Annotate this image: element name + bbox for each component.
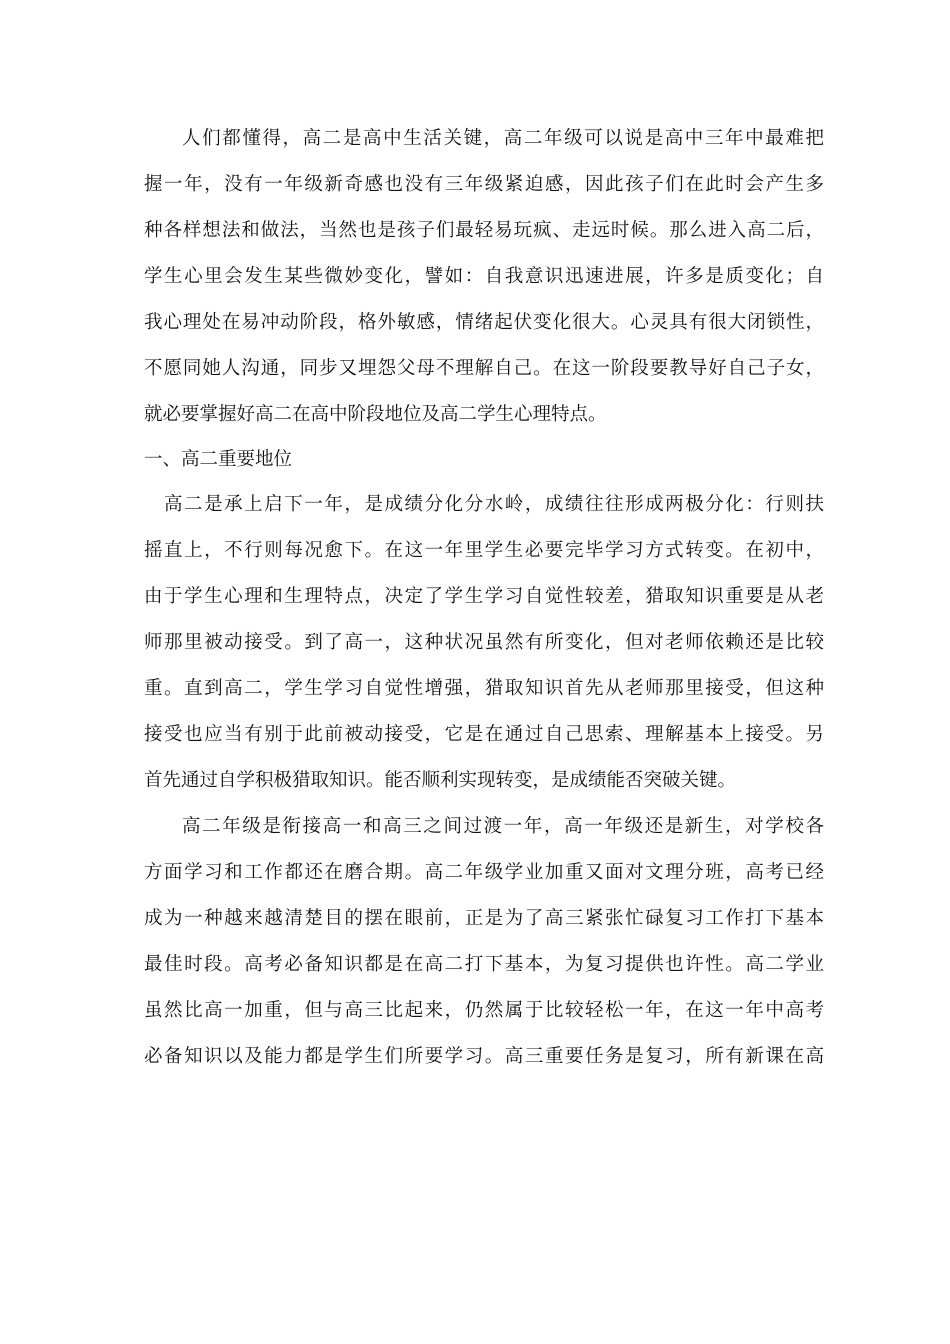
text-line: 我心理处在易冲动阶段，格外敏感，情绪起伏变化很大。心灵具有很大闭锁性，: [144, 312, 824, 333]
text-line: 摇直上，不行则每况愈下。在这一年里学生必要完毕学习方式转变。在初中，: [144, 540, 824, 561]
section-heading: 一、高二重要地位: [144, 449, 293, 470]
text-line: 师那里被动接受。到了高一，这种状况虽然有所变化，但对老师依赖还是比较: [144, 632, 824, 653]
text-line: 虽然比高一加重，但与高三比起来，仍然属于比较轻松一年，在这一年中高考: [144, 1000, 824, 1021]
text-line: 高二年级是衔接高一和高三之间过渡一年，高一年级还是新生，对学校各: [182, 816, 824, 837]
text-line: 接受也应当有别于此前被动接受，它是在通过自己思索、理解基本上接受。另: [144, 724, 824, 745]
text-line: 成为一种越来越清楚目的摆在眼前，正是为了高三紧张忙碌复习工作打下基本: [144, 908, 824, 929]
text-line: 高二是承上启下一年，是成绩分化分水岭，成绩往往形成两极分化：行则扶: [164, 494, 824, 515]
text-line: 由于学生心理和生理特点，决定了学生学习自觉性较差，猎取知识重要是从老: [144, 586, 824, 607]
text-line: 学生心里会发生某些微妙变化，譬如：自我意识迅速进展，许多是质变化；自: [144, 266, 824, 287]
text-line: 不愿同她人沟通，同步又埋怨父母不理解自己。在这一阶段要教导好自己子女，: [144, 358, 824, 379]
text-line: 就必要掌握好高二在高中阶段地位及高二学生心理特点。: [144, 404, 607, 425]
text-line: 最佳时段。高考必备知识都是在高二打下基本，为复习提供也许性。高二学业: [144, 954, 824, 975]
paragraph-section-1: [144, 482, 824, 804]
text-line: 握一年，没有一年级新奇感也没有三年级紧迫感，因此孩子们在此时会产生多: [144, 174, 824, 195]
text-line: 人们都懂得，高二是高中生活关键，高二年级可以说是高中三年中最难把: [182, 128, 824, 149]
text-line: 首先通过自学积极猎取知识。能否顺利实现转变，是成绩能否突破关键。: [144, 770, 737, 791]
text-line: 方面学习和工作都还在磨合期。高二年级学业加重又面对文理分班，高考已经: [144, 862, 824, 883]
text-line: 必备知识以及能力都是学生们所要学习。高三重要任务是复习，所有新课在高: [144, 1046, 824, 1067]
paragraph-intro: [144, 116, 824, 438]
document-body: [144, 116, 824, 1080]
text-line: 重。直到高二，学生学习自觉性增强，猎取知识首先从老师那里接受，但这种: [144, 678, 824, 699]
text-line: 种各样想法和做法，当然也是孩子们最轻易玩疯、走远时候。那么进入高二后，: [144, 220, 824, 241]
paragraph-section-2: [144, 804, 824, 1080]
